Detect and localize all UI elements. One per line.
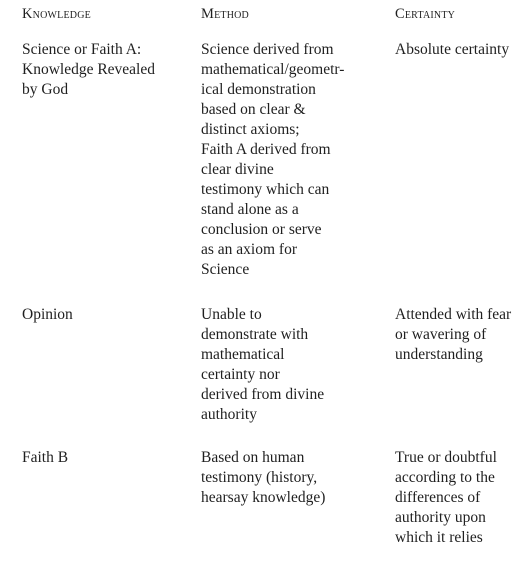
row-2-method-line: demonstrate with [201, 326, 309, 343]
row-1-method-line: mathematical/geometr- [201, 61, 345, 78]
row-1-method-line: testimony which can [201, 181, 330, 198]
row-3-method-line: Based on human [201, 449, 305, 466]
row-2-certainty-line: or wavering of [395, 326, 487, 343]
row-3-certainty-line: authority upon [395, 509, 486, 526]
row-2-method-line: derived from divine [201, 386, 325, 403]
header-method: Method [201, 6, 249, 22]
row-1-method-line: ical demonstration [201, 81, 316, 98]
row-1-knowledge-line: Knowledge Revealed [22, 61, 155, 78]
row-2-knowledge-cell [22, 305, 73, 325]
row-3-certainty-line: according to the [395, 469, 495, 486]
row-2-method-line: certainty nor [201, 366, 280, 383]
row-3-knowledge-cell [22, 448, 68, 468]
row-1-method-line: distinct axioms; [201, 121, 300, 138]
row-3-method-line: testimony (history, [201, 469, 318, 486]
row-3-method-line: hearsay knowledge) [201, 489, 326, 506]
row-1-knowledge-line: Science or Faith A: [22, 41, 142, 58]
row-2-method-line: Unable to [201, 306, 262, 323]
row-1-certainty-cell [395, 40, 509, 60]
row-1-method-line: based on clear & [201, 101, 306, 118]
header-certainty: Certainty [395, 6, 456, 22]
row-1-knowledge-cell [22, 40, 155, 100]
header-knowledge: Knowledge [22, 6, 91, 22]
row-1-knowledge-line: by God [22, 81, 69, 98]
row-2-method-line: authority [201, 406, 257, 423]
row-3-method-cell [201, 448, 325, 508]
row-1-method-cell [201, 40, 344, 280]
row-2-certainty-cell [395, 305, 511, 365]
row-2-certainty-line: Attended with fear [395, 306, 512, 323]
row-3-certainty-line: True or doubtful [395, 449, 497, 466]
row-3-knowledge-line: Faith B [22, 449, 69, 466]
row-2-method-cell [201, 305, 324, 425]
row-1-method-line: Science derived from [201, 41, 334, 58]
row-2-knowledge-line: Opinion [22, 306, 73, 323]
row-1-method-line: Faith A derived from [201, 141, 331, 158]
row-1-method-line: as an axiom for [201, 241, 297, 258]
row-3-certainty-cell [395, 448, 497, 548]
row-1-method-line: conclusion or serve [201, 221, 322, 238]
row-3-certainty-line: which it relies [395, 529, 483, 546]
row-1-method-line: stand alone as a [201, 201, 299, 218]
row-1-method-line: Science [201, 261, 250, 278]
row-2-method-line: mathematical [201, 346, 285, 363]
row-1-method-line: clear divine [201, 161, 274, 178]
row-2-certainty-line: understanding [395, 346, 483, 363]
row-3-certainty-line: differences of [395, 489, 481, 506]
row-1-certainty-line: Absolute certainty [395, 41, 510, 58]
